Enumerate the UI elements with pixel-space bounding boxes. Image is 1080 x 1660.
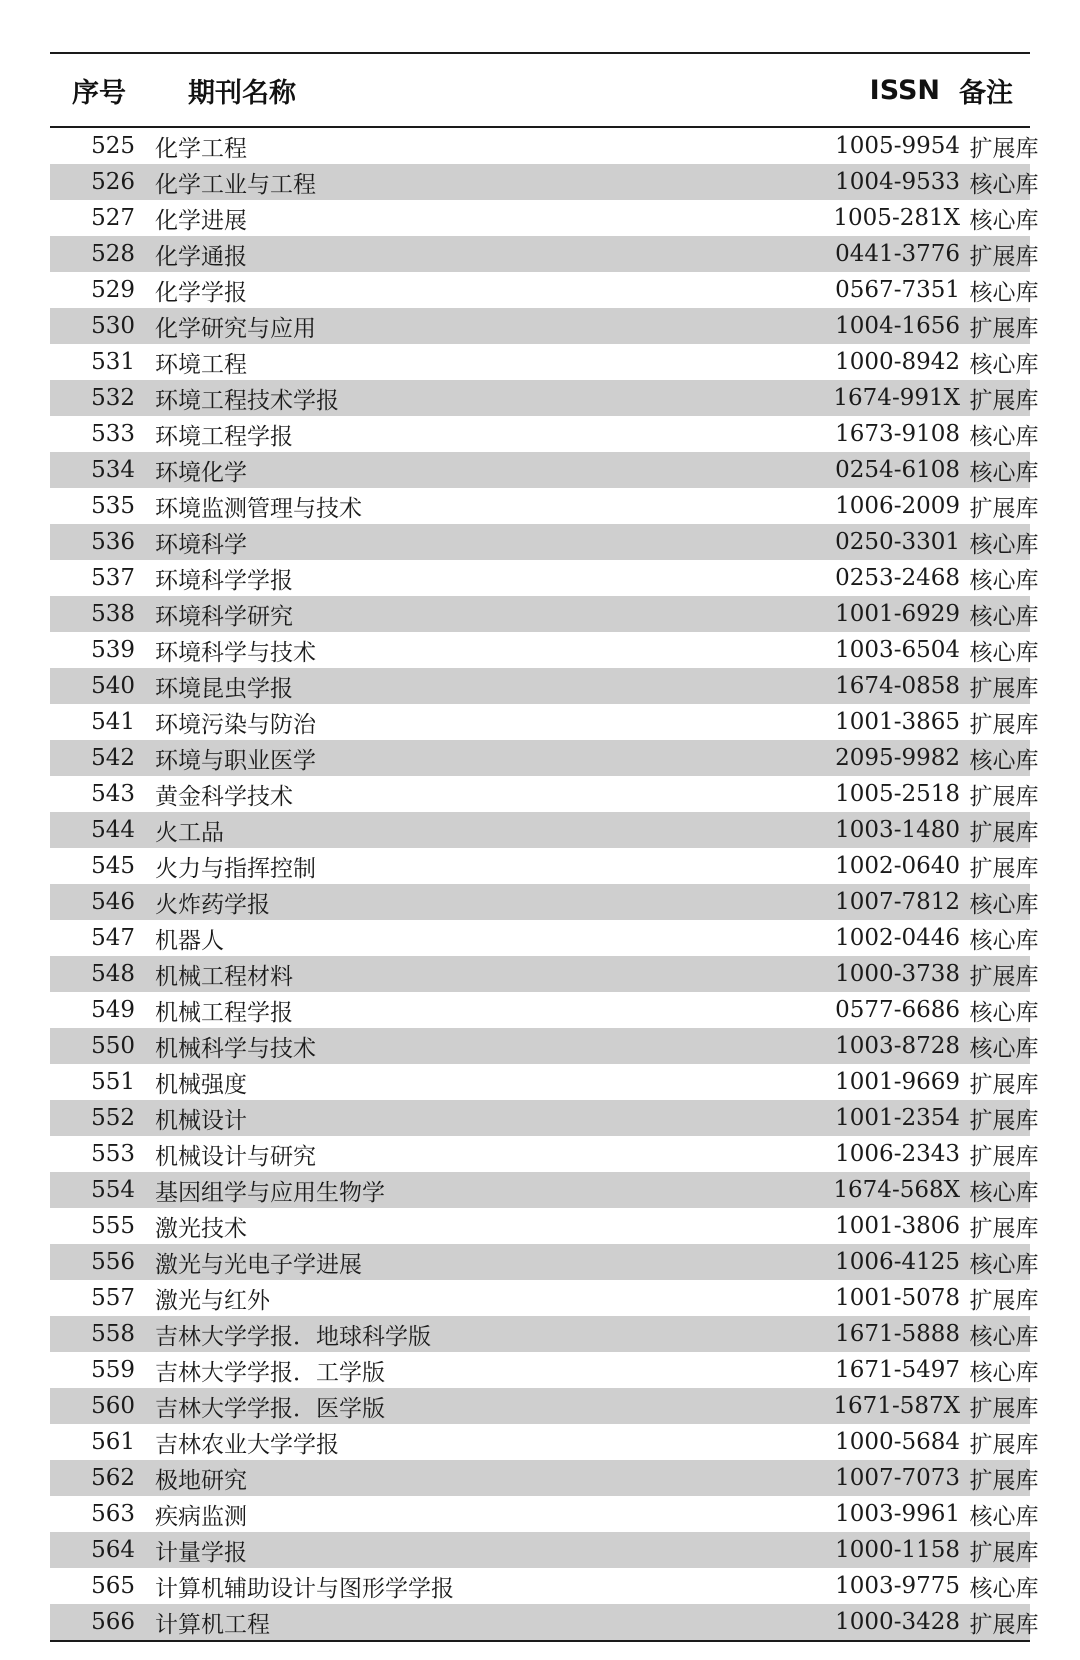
row-journal-name: 环境工程技术学报	[155, 387, 339, 414]
row-no: 536	[91, 529, 135, 555]
row-note: 核心库	[969, 567, 1039, 594]
table-row	[50, 992, 1039, 1028]
row-note: 核心库	[969, 1359, 1039, 1386]
row-note: 核心库	[969, 1035, 1039, 1062]
row-note: 核心库	[969, 531, 1039, 558]
row-issn: 1006-2343	[835, 1141, 960, 1167]
row-issn: 1003-8728	[835, 1033, 960, 1059]
row-journal-name: 火炸药学报	[155, 891, 270, 918]
row-no: 528	[91, 241, 135, 267]
row-issn: 1674-991X	[833, 385, 960, 411]
row-note: 核心库	[969, 459, 1039, 486]
row-journal-name: 机器人	[155, 927, 224, 954]
row-issn: 1007-7812	[835, 889, 960, 915]
row-no: 558	[91, 1321, 135, 1347]
row-no: 533	[91, 421, 135, 447]
row-issn: 0254-6108	[835, 457, 960, 483]
row-journal-name: 化学通报	[155, 243, 247, 270]
row-issn: 1000-1158	[835, 1537, 960, 1563]
table-row	[50, 884, 1039, 920]
row-note: 核心库	[969, 1503, 1039, 1530]
row-issn: 1001-3865	[835, 709, 960, 735]
row-journal-name: 化学工业与工程	[155, 171, 316, 198]
row-issn: 1671-5497	[835, 1357, 960, 1383]
row-note: 核心库	[969, 171, 1039, 198]
row-journal-name: 计量学报	[155, 1539, 247, 1566]
row-no: 565	[91, 1573, 135, 1599]
row-journal-name: 计算机工程	[155, 1611, 270, 1638]
row-journal-name: 机械设计	[155, 1107, 247, 1134]
row-no: 557	[91, 1285, 135, 1311]
row-journal-name: 环境监测管理与技术	[155, 495, 362, 522]
row-no: 564	[91, 1537, 135, 1563]
row-journal-name: 环境工程	[155, 351, 247, 378]
table-row	[50, 668, 1039, 704]
table-row	[50, 1136, 1039, 1172]
row-no: 529	[91, 277, 135, 303]
row-note: 扩展库	[969, 1215, 1039, 1242]
row-journal-name: 疾病监测	[155, 1503, 247, 1530]
row-issn: 1005-281X	[833, 205, 960, 231]
row-note: 扩展库	[969, 495, 1039, 522]
row-issn: 1000-8942	[835, 349, 960, 375]
row-journal-name: 吉林农业大学学报	[155, 1431, 339, 1458]
row-note: 扩展库	[969, 963, 1039, 990]
row-journal-name: 化学学报	[155, 279, 247, 306]
row-no: 532	[91, 385, 135, 411]
table-row	[50, 524, 1039, 560]
row-issn: 1002-0640	[835, 853, 960, 879]
table-row	[50, 1532, 1039, 1568]
row-no: 542	[91, 745, 135, 771]
row-issn: 1674-0858	[835, 673, 960, 699]
row-note: 核心库	[969, 639, 1039, 666]
row-issn: 1003-9775	[835, 1573, 960, 1599]
header-issn: ISSN	[869, 74, 940, 106]
row-issn: 1671-5888	[835, 1321, 960, 1347]
row-journal-name: 化学进展	[155, 207, 247, 234]
row-no: 527	[91, 205, 135, 231]
row-issn: 1003-9961	[835, 1501, 960, 1527]
row-journal-name: 吉林大学学报．地球科学版	[155, 1323, 431, 1350]
row-issn: 0441-3776	[835, 241, 960, 267]
row-note: 核心库	[969, 351, 1039, 378]
row-issn: 1005-9954	[835, 133, 960, 159]
table-row	[50, 1604, 1039, 1640]
table-row	[50, 308, 1039, 344]
row-no: 531	[91, 349, 135, 375]
row-issn: 0577-6686	[835, 997, 960, 1023]
table-row	[50, 560, 1039, 596]
header-note: 备注	[959, 77, 1013, 109]
row-issn: 1006-2009	[835, 493, 960, 519]
table-row	[50, 416, 1039, 452]
row-note: 核心库	[969, 1179, 1039, 1206]
table-row	[50, 740, 1039, 776]
row-note: 扩展库	[969, 243, 1039, 270]
row-note: 扩展库	[969, 1071, 1039, 1098]
row-journal-name: 环境污染与防治	[155, 711, 316, 738]
row-journal-name: 环境昆虫学报	[155, 675, 293, 702]
row-journal-name: 环境与职业医学	[155, 747, 316, 774]
table-row	[50, 164, 1039, 200]
row-issn: 1671-587X	[833, 1393, 960, 1419]
row-issn: 1674-568X	[833, 1177, 960, 1203]
row-note: 核心库	[969, 927, 1039, 954]
row-note: 扩展库	[969, 1287, 1039, 1314]
row-note: 核心库	[969, 999, 1039, 1026]
row-issn: 1007-7073	[835, 1465, 960, 1491]
row-no: 535	[91, 493, 135, 519]
row-issn: 0567-7351	[835, 277, 960, 303]
row-issn: 1001-3806	[835, 1213, 960, 1239]
journal-table	[50, 52, 1039, 1642]
row-no: 563	[91, 1501, 135, 1527]
table-row	[50, 1100, 1039, 1136]
row-journal-name: 化学工程	[155, 135, 247, 162]
row-note: 扩展库	[969, 387, 1039, 414]
row-journal-name: 计算机辅助设计与图形学学报	[155, 1575, 454, 1602]
header-name: 期刊名称	[188, 77, 296, 109]
table-row	[50, 1496, 1039, 1532]
table-row	[50, 776, 1039, 812]
row-issn: 1000-3428	[835, 1609, 960, 1635]
row-journal-name: 吉林大学学报．医学版	[155, 1395, 385, 1422]
row-journal-name: 环境科学与技术	[155, 639, 316, 666]
row-no: 554	[91, 1177, 135, 1203]
table-row	[50, 1280, 1039, 1316]
row-journal-name: 机械设计与研究	[155, 1143, 316, 1170]
row-no: 539	[91, 637, 135, 663]
row-no: 540	[91, 673, 135, 699]
table-row	[50, 1352, 1039, 1388]
row-issn: 1004-9533	[835, 169, 960, 195]
table-row	[50, 1460, 1039, 1496]
row-journal-name: 环境化学	[155, 459, 247, 486]
table-row	[50, 200, 1039, 236]
row-note: 核心库	[969, 603, 1039, 630]
row-journal-name: 机械强度	[155, 1071, 247, 1098]
row-no: 538	[91, 601, 135, 627]
row-journal-name: 机械工程学报	[155, 999, 293, 1026]
table-row	[50, 920, 1039, 956]
table-row	[50, 1388, 1039, 1424]
row-journal-name: 机械科学与技术	[155, 1035, 316, 1062]
row-no: 537	[91, 565, 135, 591]
row-journal-name: 环境科学学报	[155, 567, 293, 594]
table-row	[50, 632, 1039, 668]
table-row	[50, 452, 1039, 488]
row-no: 549	[91, 997, 135, 1023]
table-row	[50, 236, 1039, 272]
row-issn: 1003-6504	[835, 637, 960, 663]
table-row	[50, 1172, 1039, 1208]
row-no: 555	[91, 1213, 135, 1239]
row-no: 525	[91, 133, 135, 159]
table-row	[50, 704, 1039, 740]
row-no: 566	[91, 1609, 135, 1635]
row-no: 562	[91, 1465, 135, 1491]
row-issn: 1000-5684	[835, 1429, 960, 1455]
table-header	[50, 54, 1030, 128]
row-issn: 0250-3301	[835, 529, 960, 555]
row-issn: 1006-4125	[835, 1249, 960, 1275]
table-row	[50, 128, 1039, 164]
row-journal-name: 吉林大学学报．工学版	[155, 1359, 385, 1386]
table-row	[50, 1244, 1039, 1280]
table-body	[50, 128, 1039, 1640]
row-note: 扩展库	[969, 1107, 1039, 1134]
row-note: 扩展库	[969, 675, 1039, 702]
row-journal-name: 极地研究	[155, 1467, 247, 1494]
row-journal-name: 激光技术	[155, 1215, 247, 1242]
row-note: 核心库	[969, 1323, 1039, 1350]
row-no: 530	[91, 313, 135, 339]
row-journal-name: 环境工程学报	[155, 423, 293, 450]
header-no: 序号	[72, 77, 126, 109]
row-no: 550	[91, 1033, 135, 1059]
row-issn: 1002-0446	[835, 925, 960, 951]
row-issn: 1001-6929	[835, 601, 960, 627]
row-note: 扩展库	[969, 1539, 1039, 1566]
row-no: 552	[91, 1105, 135, 1131]
row-note: 核心库	[969, 891, 1039, 918]
row-journal-name: 机械工程材料	[155, 963, 293, 990]
row-journal-name: 化学研究与应用	[155, 315, 316, 342]
row-no: 560	[91, 1393, 135, 1419]
row-no: 543	[91, 781, 135, 807]
row-no: 547	[91, 925, 135, 951]
row-no: 546	[91, 889, 135, 915]
row-no: 544	[91, 817, 135, 843]
table-row	[50, 1568, 1039, 1604]
row-note: 扩展库	[969, 819, 1039, 846]
row-no: 545	[91, 853, 135, 879]
row-issn: 1005-2518	[835, 781, 960, 807]
row-journal-name: 激光与红外	[155, 1287, 270, 1314]
row-journal-name: 激光与光电子学进展	[155, 1251, 362, 1278]
row-no: 534	[91, 457, 135, 483]
row-note: 扩展库	[969, 1143, 1039, 1170]
row-no: 541	[91, 709, 135, 735]
row-issn: 1003-1480	[835, 817, 960, 843]
row-no: 561	[91, 1429, 135, 1455]
row-note: 扩展库	[969, 1395, 1039, 1422]
table-row	[50, 488, 1039, 524]
row-note: 扩展库	[969, 1431, 1039, 1458]
row-note: 核心库	[969, 423, 1039, 450]
row-no: 548	[91, 961, 135, 987]
row-issn: 1673-9108	[835, 421, 960, 447]
row-note: 核心库	[969, 279, 1039, 306]
table-row	[50, 380, 1039, 416]
row-journal-name: 基因组学与应用生物学	[155, 1179, 385, 1206]
row-issn: 2095-9982	[835, 745, 960, 771]
table-row	[50, 1208, 1039, 1244]
row-no: 526	[91, 169, 135, 195]
row-note: 扩展库	[969, 783, 1039, 810]
row-no: 553	[91, 1141, 135, 1167]
row-journal-name: 环境科学	[155, 531, 247, 558]
row-no: 559	[91, 1357, 135, 1383]
table-row	[50, 1316, 1039, 1352]
table-row	[50, 812, 1039, 848]
bottom-rule	[50, 1640, 1030, 1642]
row-issn: 1001-9669	[835, 1069, 960, 1095]
table-row	[50, 596, 1039, 632]
row-note: 扩展库	[969, 315, 1039, 342]
table-row	[50, 1424, 1039, 1460]
row-issn: 1000-3738	[835, 961, 960, 987]
table-row	[50, 848, 1039, 884]
row-note: 扩展库	[969, 1467, 1039, 1494]
row-no: 551	[91, 1069, 135, 1095]
row-note: 核心库	[969, 747, 1039, 774]
table-row	[50, 344, 1039, 380]
row-note: 核心库	[969, 207, 1039, 234]
table-row	[50, 956, 1039, 992]
row-note: 扩展库	[969, 711, 1039, 738]
row-note: 扩展库	[969, 135, 1039, 162]
table-row	[50, 1028, 1039, 1064]
row-journal-name: 环境科学研究	[155, 603, 293, 630]
row-journal-name: 黄金科学技术	[155, 783, 293, 810]
row-issn: 1004-1656	[835, 313, 960, 339]
table-row	[50, 272, 1039, 308]
row-issn: 0253-2468	[835, 565, 960, 591]
row-note: 核心库	[969, 1575, 1039, 1602]
row-issn: 1001-5078	[835, 1285, 960, 1311]
table-row	[50, 1064, 1039, 1100]
row-no: 556	[91, 1249, 135, 1275]
row-issn: 1001-2354	[835, 1105, 960, 1131]
row-journal-name: 火工品	[155, 819, 224, 846]
row-note: 扩展库	[969, 855, 1039, 882]
row-note: 核心库	[969, 1251, 1039, 1278]
row-note: 扩展库	[969, 1611, 1039, 1638]
row-journal-name: 火力与指挥控制	[155, 855, 316, 882]
